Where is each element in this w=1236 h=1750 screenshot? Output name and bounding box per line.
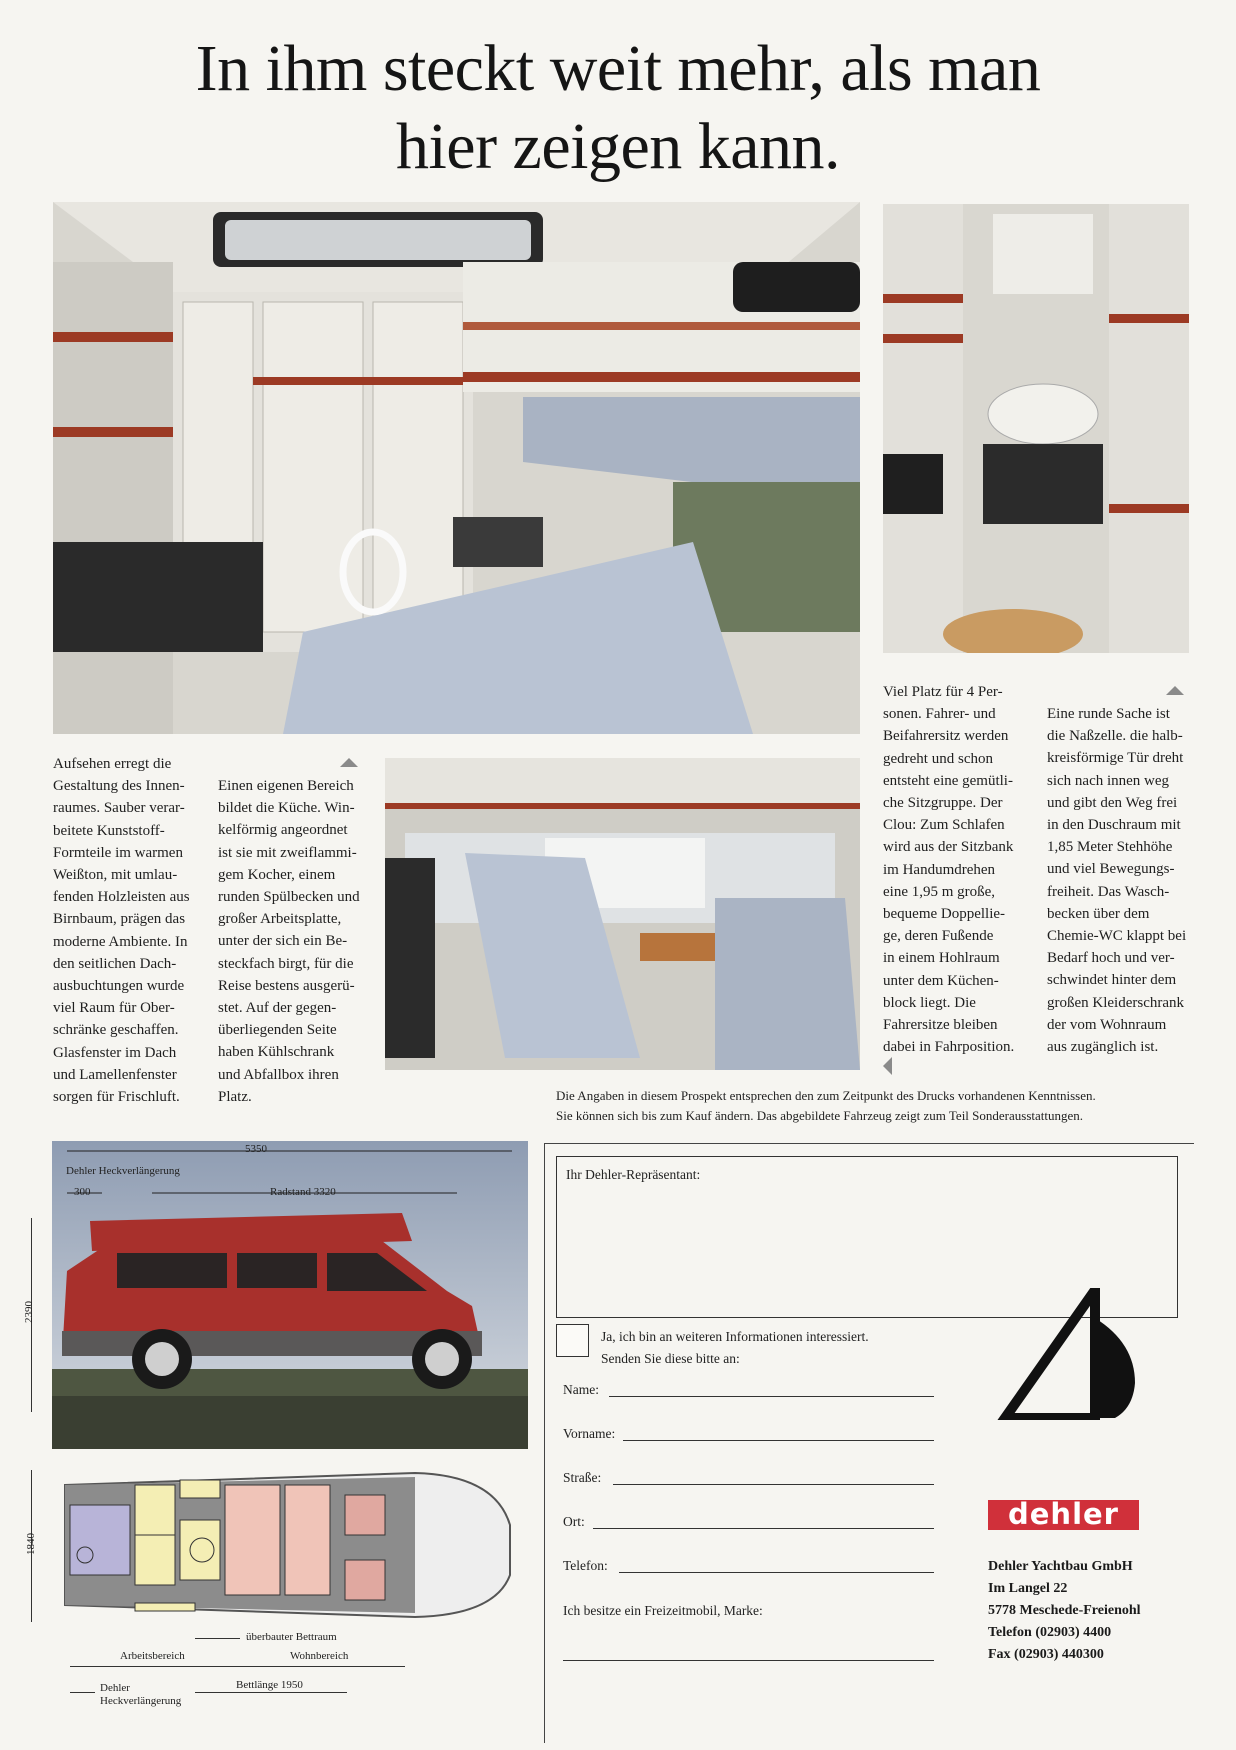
company-street: Im Langel 22	[988, 1581, 1068, 1596]
headline-line-1: In ihm steckt weit mehr, als man	[195, 32, 1041, 105]
telefon-field[interactable]	[619, 1572, 934, 1573]
text-line: moderne Ambiente. In	[53, 933, 188, 950]
text-line: sorgen für Frischluft.	[53, 1089, 180, 1106]
text-line: Aufsehen erregt die	[53, 756, 172, 772]
text-line: eine 1,95 m große,	[883, 883, 996, 900]
text-line: aus zugänglich ist.	[1047, 1039, 1159, 1056]
form-top-border	[544, 1143, 1194, 1144]
text-line: Bedarf hoch und ver-	[1047, 950, 1175, 967]
text-line: Eine runde Sache ist	[1047, 706, 1170, 722]
dim-width: 1840	[25, 1533, 37, 1555]
dim-bed-length: Bettlänge 1950	[236, 1679, 303, 1691]
sail-logo-icon	[985, 1288, 1140, 1420]
arrow-left-icon	[883, 1057, 892, 1075]
vorname-field[interactable]	[623, 1440, 934, 1441]
ort-field[interactable]	[593, 1528, 934, 1529]
company-city: 5778 Meschede-Freienohl	[988, 1603, 1141, 1618]
marke-label: Ich besitze ein Freizeitmobil, Marke:	[563, 1603, 763, 1618]
dim-rear-extension-label: Dehler Heckverlängerung	[66, 1165, 180, 1177]
strasse-field[interactable]	[613, 1484, 934, 1485]
dim-overhead-bed: überbauter Bettraum	[246, 1631, 337, 1643]
text-line: kreisförmige Tür dreht	[1047, 750, 1184, 767]
text-line: block liegt. Die	[883, 994, 976, 1011]
text-line: großen Kleiderschrank	[1047, 994, 1185, 1011]
ort-label: Ort:	[563, 1514, 585, 1529]
text-line: beitete Kunststoff-	[53, 822, 165, 839]
text-line: ist sie mit zweiflammi-	[218, 844, 357, 861]
text-line: unter der sich ein Be-	[218, 933, 348, 950]
text-line: wird aus der Sitzbank	[883, 839, 1014, 856]
dim-rear-extension: 300	[74, 1186, 91, 1198]
dim-work-area: Arbeitsbereich	[120, 1650, 185, 1662]
text-column-seating	[883, 681, 1028, 1058]
seating-photo	[385, 758, 860, 1070]
text-column-interior	[53, 753, 208, 1108]
text-line: stet. Auf der gegen-	[218, 1000, 337, 1017]
text-line: becken über dem	[1047, 905, 1150, 922]
text-line: sich nach innen weg	[1047, 772, 1170, 789]
text-line: gedreht und schon	[883, 750, 993, 767]
text-line: und Lamellenfenster	[53, 1066, 177, 1083]
text-line: Weißton, mit umlau-	[53, 867, 178, 884]
vorname-label: Vorname:	[563, 1426, 616, 1441]
strasse-label: Straße:	[563, 1470, 602, 1485]
text-line: Einen eigenen Bereich	[218, 778, 354, 794]
text-line: raumes. Sauber verar-	[53, 800, 185, 817]
text-line: che Sitzgruppe. Der	[883, 795, 1003, 812]
dehler-logo	[988, 1497, 1139, 1531]
rear-ext-line	[70, 1692, 95, 1693]
floor-plan-diagram	[55, 1465, 515, 1625]
company-name: Dehler Yachtbau GmbH	[988, 1559, 1133, 1574]
text-line: und viel Bewegungs-	[1047, 861, 1175, 878]
text-line: überliegenden Seite	[218, 1022, 337, 1039]
dim-rear-extension-bottom-line-2: Heckverlängerung	[100, 1695, 182, 1707]
text-line: ge, deren Fußende	[883, 928, 994, 945]
text-line: 1,85 Meter Stehhöhe	[1047, 839, 1173, 856]
representative-label: Ihr Dehler-Repräsentant:	[566, 1167, 701, 1182]
checkbox-line-1: Ja, ich bin an weiteren Informationen interessiert.	[601, 1329, 869, 1344]
text-line: und gibt den Weg frei	[1047, 794, 1178, 811]
text-line: kelförmig angeordnet	[218, 822, 348, 839]
name-field[interactable]	[609, 1396, 934, 1397]
text-column-bathroom	[1047, 703, 1197, 1058]
dim-wheelbase: Radstand 3320	[270, 1186, 336, 1198]
text-line: schränke geschaffen.	[53, 1022, 179, 1039]
marke-field[interactable]	[563, 1660, 934, 1661]
text-line: runden Spülbecken und	[218, 889, 360, 906]
text-line: entsteht eine gemütli-	[883, 772, 1013, 789]
info-checkbox[interactable]	[556, 1324, 589, 1357]
text-line: großer Arbeitsplatte,	[218, 911, 342, 928]
text-line: unter dem Küchen-	[883, 972, 999, 989]
name-label: Name:	[563, 1382, 599, 1397]
text-column-kitchen	[218, 775, 378, 1108]
text-line: im Handumdrehen	[883, 861, 996, 878]
text-line: der vom Wohnraum	[1047, 1016, 1167, 1033]
text-line: gem Kocher, einem	[218, 866, 336, 883]
text-line: Fahrersitze bleiben	[883, 1017, 998, 1034]
bathroom-photo	[883, 204, 1189, 653]
text-line: Clou: Zum Schlafen	[883, 817, 1005, 834]
dehler-logo-text: dehler	[1008, 1497, 1119, 1531]
bed-length-line	[195, 1692, 347, 1693]
text-line: Glasfenster im Dach	[53, 1044, 177, 1061]
checkbox-text	[601, 1326, 869, 1370]
text-line: haben Kühlschrank	[218, 1044, 335, 1061]
text-line: Formteile im warmen	[53, 844, 183, 861]
text-line: freiheit. Das Wasch-	[1047, 883, 1170, 900]
overhead-bed-line	[195, 1638, 240, 1639]
checkbox-line-2: Senden Sie diese bitte an:	[601, 1351, 740, 1366]
text-line: ausbuchtungen wurde	[53, 978, 185, 995]
text-line: und Abfallbox ihren	[218, 1066, 339, 1083]
text-line: sonen. Fahrer- und	[883, 706, 996, 723]
text-line: in einem Hohlraum	[883, 950, 1000, 967]
text-line: viel Raum für Ober-	[53, 1000, 175, 1017]
company-fax: Fax (02903) 440300	[988, 1647, 1104, 1662]
interior-photo-main	[53, 202, 860, 734]
text-line: Reise bestens ausgerü-	[218, 977, 355, 994]
headline-line-2: hier zeigen kann.	[395, 110, 841, 183]
text-line: Beifahrersitz werden	[883, 728, 1009, 745]
disclaimer-line-2: Sie können sich bis zum Kauf ändern. Das abgebildete Fahrzeug zeigt zum Teil Sonderausstattungen.	[556, 1108, 1084, 1123]
disclaimer	[556, 1086, 1196, 1126]
text-line: bildet die Küche. Win-	[218, 800, 355, 817]
text-line: Birnbaum, prägen das	[53, 911, 186, 928]
disclaimer-line-1: Die Angaben in diesem Prospekt entsprechen den zum Zeitpunkt des Drucks vorhandenen Kenntnissen.	[556, 1088, 1096, 1103]
dim-total-length: 5350	[245, 1143, 267, 1155]
company-phone: Telefon (02903) 4400	[988, 1625, 1112, 1640]
text-line: Platz.	[218, 1088, 252, 1105]
text-line: dabei in Fahrposition.	[883, 1039, 1015, 1056]
dim-height: 2390	[23, 1301, 35, 1323]
dim-living-area: Wohnbereich	[290, 1650, 349, 1662]
page-headline	[0, 30, 1236, 186]
text-line: fenden Holzleisten aus	[53, 889, 190, 906]
areas-line	[70, 1666, 405, 1667]
company-address	[988, 1556, 1141, 1666]
text-line: Viel Platz für 4 Per-	[883, 684, 1003, 700]
text-line: Chemie-WC klappt bei	[1047, 928, 1187, 945]
text-line: Gestaltung des Innen-	[53, 778, 185, 795]
telefon-label: Telefon:	[563, 1558, 608, 1573]
arrow-up-icon	[1166, 686, 1184, 695]
text-line: bequeme Doppellie-	[883, 906, 1006, 923]
text-line: steckfach birgt, für die	[218, 955, 354, 972]
text-line: die Naßzelle. die halb-	[1047, 728, 1183, 745]
text-line: schwindet hinter dem	[1047, 972, 1177, 989]
dim-rear-extension-bottom-line-1: Dehler	[100, 1682, 130, 1694]
form-left-border	[544, 1143, 545, 1743]
arrow-up-icon	[340, 758, 358, 767]
text-line: den seitlichen Dach-	[53, 955, 177, 972]
dim-rear-extension-bottom	[100, 1682, 181, 1708]
text-line: in den Duschraum mit	[1047, 817, 1181, 834]
